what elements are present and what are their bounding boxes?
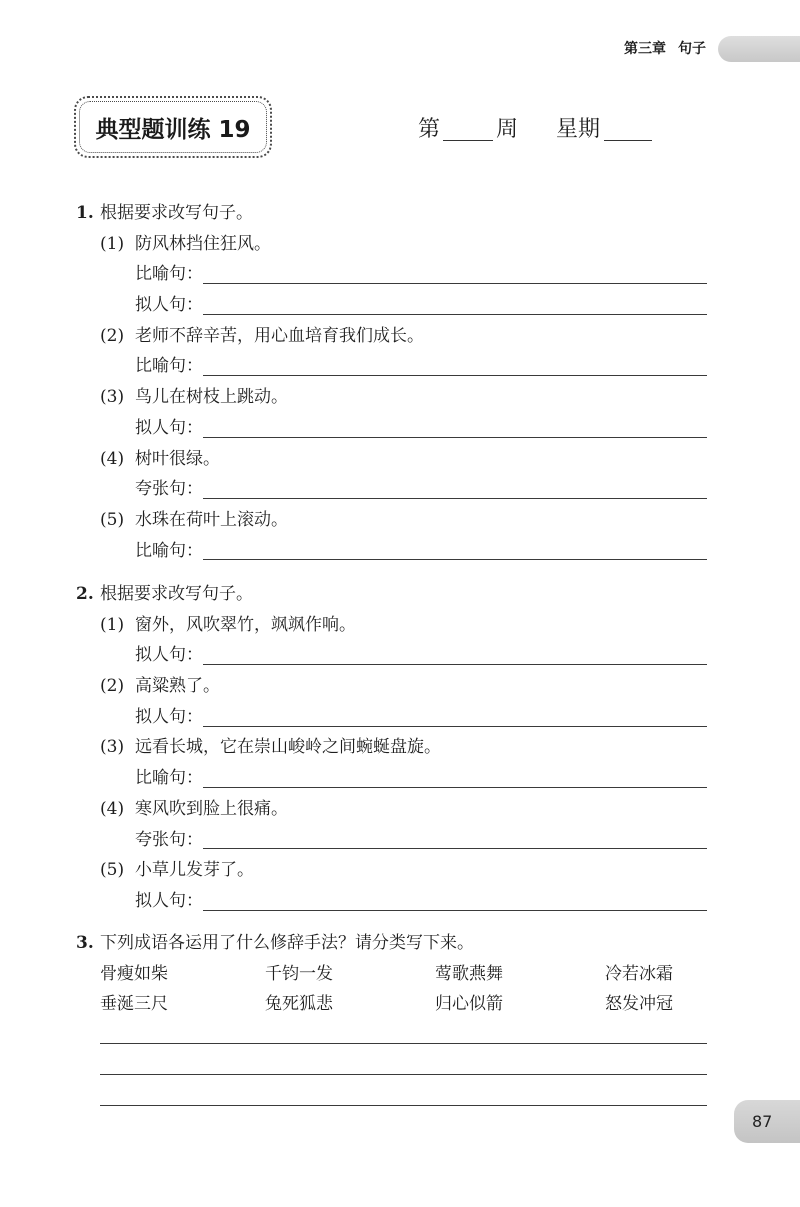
weekday-blank <box>604 140 652 141</box>
sub-question-sentence: 小草儿发芽了。 <box>135 860 254 881</box>
section-label: 句子 <box>678 41 706 57</box>
answer-row <box>135 763 707 794</box>
chapter-header <box>624 37 706 61</box>
sub-question-number: (5) <box>100 860 125 881</box>
sub-question-sentence: 鸟儿在树枝上跳动。 <box>135 387 288 408</box>
week-prefix: 第 <box>418 117 441 142</box>
week-blank <box>443 140 493 141</box>
answer-label: 比喻句： <box>135 540 203 561</box>
sub-question-sentence: 老师不辞辛苦，用心血培育我们成长。 <box>135 325 424 346</box>
sub-question-number: (3) <box>100 387 125 408</box>
idiom: 骨瘦如柴 <box>100 963 168 984</box>
answer-row <box>135 702 707 733</box>
idiom: 垂涎三尺 <box>100 994 168 1015</box>
answer-row <box>135 886 707 917</box>
answer-label: 拟人句： <box>135 890 203 911</box>
answer-row <box>135 290 707 321</box>
question-prompt: 根据要求改写句子。 <box>100 584 253 604</box>
idiom-row <box>100 959 800 990</box>
idiom: 归心似箭 <box>435 994 503 1015</box>
sub-question <box>0 732 800 763</box>
answer-label: 拟人句： <box>135 417 203 438</box>
sub-question <box>0 505 800 536</box>
title-box <box>74 96 272 158</box>
question-header <box>0 198 800 229</box>
question-1 <box>0 198 800 566</box>
page-title: 典型题训练 19 <box>95 116 251 143</box>
answer-row <box>135 640 707 671</box>
question-3 <box>0 928 800 1106</box>
sub-question-sentence: 高粱熟了。 <box>135 676 220 697</box>
answer-label: 比喻句： <box>135 264 203 285</box>
answer-blank <box>203 437 707 438</box>
question-number: 3. <box>76 933 94 953</box>
sub-question <box>0 321 800 352</box>
answer-blank <box>203 910 707 911</box>
answer-label: 比喻句： <box>135 768 203 789</box>
sub-question <box>0 610 800 641</box>
sub-question-sentence: 防风林挡住狂风。 <box>135 233 271 254</box>
sub-question-sentence: 窗外，风吹翠竹，飒飒作响。 <box>135 614 356 635</box>
sub-question-sentence: 远看长城，它在崇山峻岭之间蜿蜒盘旋。 <box>135 737 441 758</box>
sub-question-number: (1) <box>100 614 125 635</box>
question-number: 1. <box>76 203 94 223</box>
sub-question <box>0 229 800 260</box>
answer-blank <box>203 283 707 284</box>
sub-question-number: (4) <box>100 448 125 469</box>
answer-blank <box>203 498 707 499</box>
answer-row <box>135 351 707 382</box>
answer-label: 拟人句： <box>135 706 203 727</box>
page-number-tab <box>734 1100 800 1143</box>
answer-blank <box>203 559 707 560</box>
answer-label: 拟人句： <box>135 295 203 316</box>
answer-blank <box>203 787 707 788</box>
sub-question <box>0 444 800 475</box>
answer-row <box>135 413 707 444</box>
weekday-label: 星期 <box>556 117 601 142</box>
answer-row <box>135 474 707 505</box>
idiom: 莺歌燕舞 <box>435 963 503 984</box>
sub-question-number: (4) <box>100 798 125 819</box>
idiom: 千钧一发 <box>265 963 333 984</box>
sub-question <box>0 671 800 702</box>
answer-blank <box>203 314 707 315</box>
answer-row <box>135 259 707 290</box>
sub-question-number: (3) <box>100 737 125 758</box>
answer-label: 拟人句： <box>135 645 203 666</box>
answer-row <box>135 536 707 567</box>
question-number: 2. <box>76 584 94 604</box>
sub-question <box>0 382 800 413</box>
writing-lines <box>0 1013 800 1106</box>
sub-question-number: (2) <box>100 325 125 346</box>
page-number: 87 <box>752 1112 773 1131</box>
week-suffix: 周 <box>496 117 519 142</box>
answer-label: 夸张句： <box>135 479 203 500</box>
answer-blank <box>203 664 707 665</box>
answer-blank <box>203 848 707 849</box>
answer-blank <box>203 726 707 727</box>
answer-row <box>135 825 707 856</box>
sub-question-number: (2) <box>100 676 125 697</box>
sub-question-sentence: 树叶很绿。 <box>135 448 220 469</box>
header-tab-bar <box>718 36 800 62</box>
sub-question-sentence: 寒风吹到脸上很痛。 <box>135 798 288 819</box>
idiom: 怒发冲冠 <box>605 994 673 1015</box>
answer-label: 夸张句： <box>135 829 203 850</box>
sub-question <box>0 794 800 825</box>
answer-label: 比喻句： <box>135 356 203 377</box>
question-prompt: 下列成语各运用了什么修辞手法？请分类写下来。 <box>100 933 474 953</box>
idiom: 冷若冰霜 <box>605 963 673 984</box>
sub-question-number: (5) <box>100 509 125 530</box>
idiom: 兔死狐悲 <box>265 994 333 1015</box>
date-fields <box>418 114 652 146</box>
writing-line <box>100 1075 707 1106</box>
answer-blank <box>203 375 707 376</box>
question-prompt: 根据要求改写句子。 <box>100 203 253 223</box>
question-2 <box>0 579 800 917</box>
sub-question-sentence: 水珠在荷叶上滚动。 <box>135 509 288 530</box>
chapter-label: 第三章 <box>624 41 666 57</box>
sub-question-number: (1) <box>100 233 125 254</box>
idiom-row <box>100 989 800 1020</box>
writing-line <box>100 1044 707 1075</box>
sub-question <box>0 855 800 886</box>
question-header <box>0 928 800 959</box>
question-header <box>0 579 800 610</box>
